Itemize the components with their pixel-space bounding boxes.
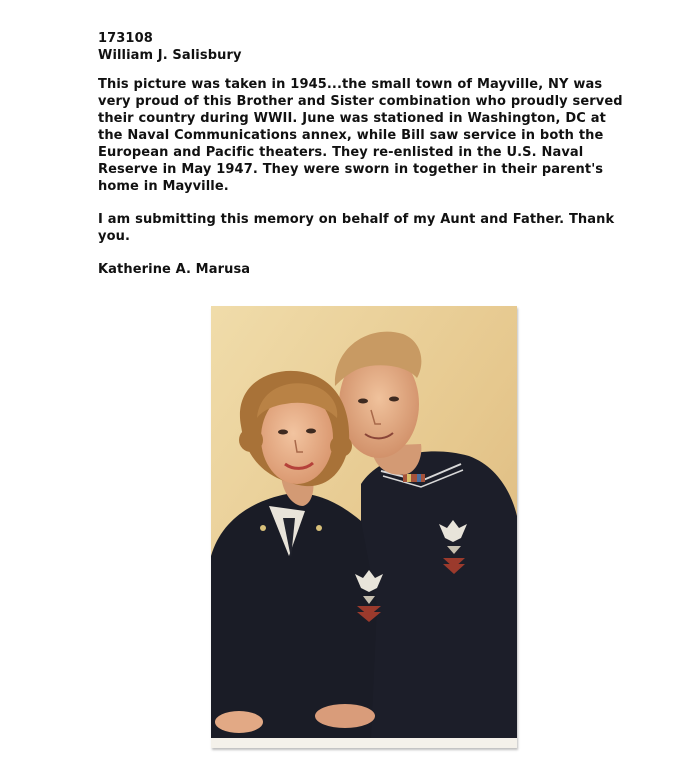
ribbon-bar [403,474,425,482]
submitter-signature: Katherine A. Marusa [98,262,251,277]
portrait-photo [211,306,517,748]
woman-hand [215,711,263,733]
portrait-illustration [211,306,517,748]
photo-bottom-border [211,738,517,748]
submission-paragraph: I am submitting this memory on behalf of my Aunt and Father. Thank you. [98,212,615,244]
document-text [98,30,628,278]
veteran-name: William J. Salisbury [98,48,242,63]
story-paragraph: This picture was taken in 1945...the small town of Mayville, NY was very proud of this Brother and Sister combination who proudly served their country during WWII. June was stationed in Washington, DC at the Naval Communications annex, while Bill saw service in both the European and Pacific theaters. They re-enlisted in the U.S. Naval Reserve in May 1947. They were sworn in together in their parent's home in Mayville. [98,77,623,194]
document-header [98,30,628,64]
man-uniform [351,451,517,738]
record-id: 173108 [98,31,153,46]
woman-hand-2 [315,704,375,728]
